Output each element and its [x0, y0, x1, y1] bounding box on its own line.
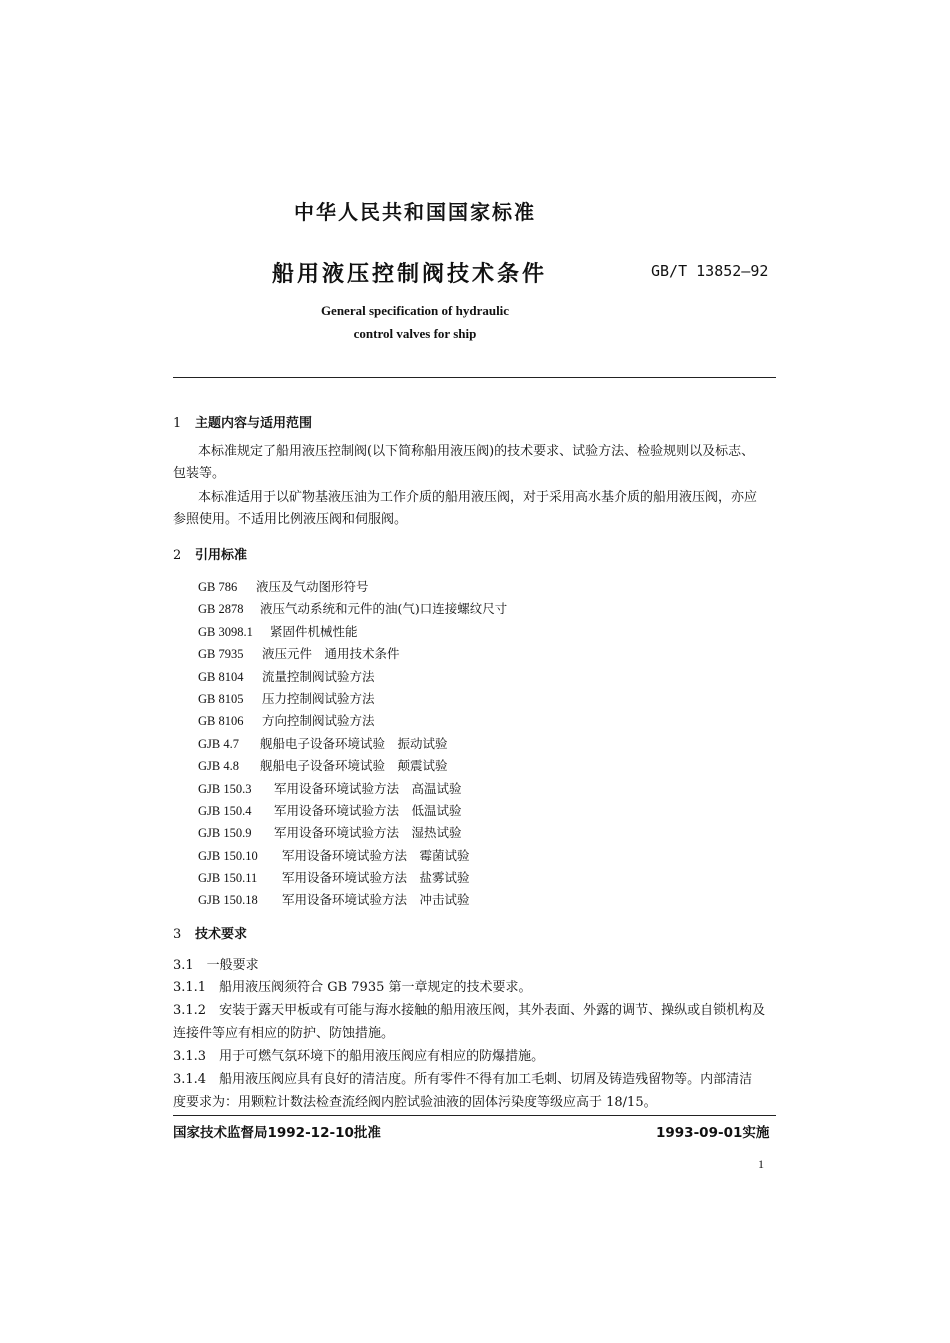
reference-item — [198, 734, 448, 752]
reference-code: GB 8105 — [198, 692, 244, 706]
reference-code: GB 8106 — [198, 714, 244, 728]
reference-item — [198, 577, 369, 595]
reference-title: 液压元件 通用技术条件 — [262, 646, 400, 661]
standard-number: GB/T 13852—92 — [651, 262, 769, 280]
page-number: 1 — [758, 1157, 764, 1171]
reference-title: 舰船电子设备环境试验 颠震试验 — [260, 758, 448, 773]
document-title-en-line1: General specification of hydraulic — [320, 303, 510, 318]
section-3-heading — [173, 923, 247, 942]
approval-statement: 国家技术监督局1992-12-10批准 — [173, 1125, 381, 1141]
section-1-heading — [173, 412, 312, 431]
clause-3-1-4-line1: 3.1.4 船用液压阀应具有良好的清洁度。所有零件不得有加工毛刺、切屑及铸造残留物等。内部清洁 — [173, 1072, 753, 1087]
section-2-heading — [173, 544, 247, 563]
reference-code: GB 7935 — [198, 647, 244, 661]
reference-item — [198, 689, 375, 707]
reference-code: GJB 150.9 — [198, 826, 252, 840]
footer-divider — [173, 1115, 776, 1116]
clause-3-1-4-line2: 度要求为：用颗粒计数法检查流经阀内腔试验油液的固体污染度等级应高于 18/15。 — [173, 1095, 657, 1110]
reference-item — [198, 644, 400, 662]
clause-3-1-3: 3.1.3 用于可燃气氛环境下的船用液压阀应有相应的防爆措施。 — [173, 1049, 545, 1064]
national-standard-heading: 中华人民共和国国家标准 — [294, 200, 536, 224]
reference-item — [198, 756, 448, 774]
paragraph-line: 本标准规定了船用液压控制阀(以下简称船用液压阀)的技术要求、试验方法、检验规则以及标志、 — [198, 444, 755, 459]
reference-title: 舰船电子设备环境试验 振动试验 — [260, 736, 448, 751]
implementation-date: 1993-09-01实施 — [656, 1125, 770, 1141]
reference-item — [198, 846, 470, 864]
title-divider — [173, 377, 776, 378]
reference-title: 军用设备环境试验方法 霉菌试验 — [282, 848, 470, 863]
reference-item — [198, 711, 375, 729]
reference-title: 流量控制阀试验方法 — [262, 669, 375, 684]
reference-title: 军用设备环境试验方法 冲击试验 — [282, 892, 470, 907]
reference-title: 方向控制阀试验方法 — [262, 713, 375, 728]
reference-title: 军用设备环境试验方法 低温试验 — [274, 803, 462, 818]
reference-code: GJB 4.7 — [198, 737, 239, 751]
reference-title: 液压及气动图形符号 — [256, 579, 369, 594]
reference-item — [198, 823, 462, 841]
reference-item — [198, 890, 470, 908]
document-title-cn: 船用液压控制阀技术条件 — [272, 262, 548, 287]
reference-item — [198, 868, 470, 886]
reference-code: GB 3098.1 — [198, 625, 253, 639]
reference-code: GJB 4.8 — [198, 759, 239, 773]
reference-item — [198, 622, 358, 640]
reference-title: 液压气动系统和元件的油(气)口连接螺纹尺寸 — [260, 601, 508, 616]
reference-code: GJB 150.3 — [198, 782, 252, 796]
clause-3-1: 3.1 一般要求 — [173, 958, 259, 973]
section-number: 2 — [173, 548, 182, 563]
reference-title: 军用设备环境试验方法 高温试验 — [274, 781, 462, 796]
paragraph-line: 包装等。 — [173, 466, 226, 481]
reference-item — [198, 667, 375, 685]
reference-code: GB 786 — [198, 580, 238, 594]
document-title-en-line2: control valves for ship — [353, 326, 477, 341]
reference-item — [198, 599, 507, 617]
section-title: 引用标准 — [195, 548, 248, 563]
reference-code: GJB 150.18 — [198, 893, 258, 907]
paragraph-line: 参照使用。不适用比例液压阀和伺服阀。 — [173, 512, 408, 527]
reference-code: GJB 150.11 — [198, 871, 258, 885]
reference-code: GB 2878 — [198, 602, 244, 616]
paragraph-line: 本标准适用于以矿物基液压油为工作介质的船用液压阀，对于采用高水基介质的船用液压阀，亦应 — [198, 490, 758, 505]
reference-title: 军用设备环境试验方法 湿热试验 — [274, 825, 462, 840]
reference-title: 军用设备环境试验方法 盐雾试验 — [282, 870, 470, 885]
reference-code: GJB 150.10 — [198, 849, 258, 863]
clause-3-1-2-line2: 连接件等应有相应的防护、防蚀措施。 — [173, 1026, 395, 1041]
section-number: 1 — [173, 416, 182, 431]
reference-code: GB 8104 — [198, 670, 244, 684]
section-title: 主题内容与适用范围 — [195, 416, 313, 431]
reference-code: GJB 150.4 — [198, 804, 252, 818]
reference-title: 压力控制阀试验方法 — [262, 691, 375, 706]
section-number: 3 — [173, 927, 182, 942]
reference-item — [198, 801, 462, 819]
reference-item — [198, 779, 462, 797]
reference-title: 紧固件机械性能 — [270, 624, 358, 639]
section-title: 技术要求 — [195, 927, 248, 942]
clause-3-1-1: 3.1.1 船用液压阀须符合 GB 7935 第一章规定的技术要求。 — [173, 980, 532, 995]
clause-3-1-2-line1: 3.1.2 安装于露天甲板或有可能与海水接触的船用液压阀，其外表面、外露的调节、操纵或自锁机构及 — [173, 1003, 766, 1018]
